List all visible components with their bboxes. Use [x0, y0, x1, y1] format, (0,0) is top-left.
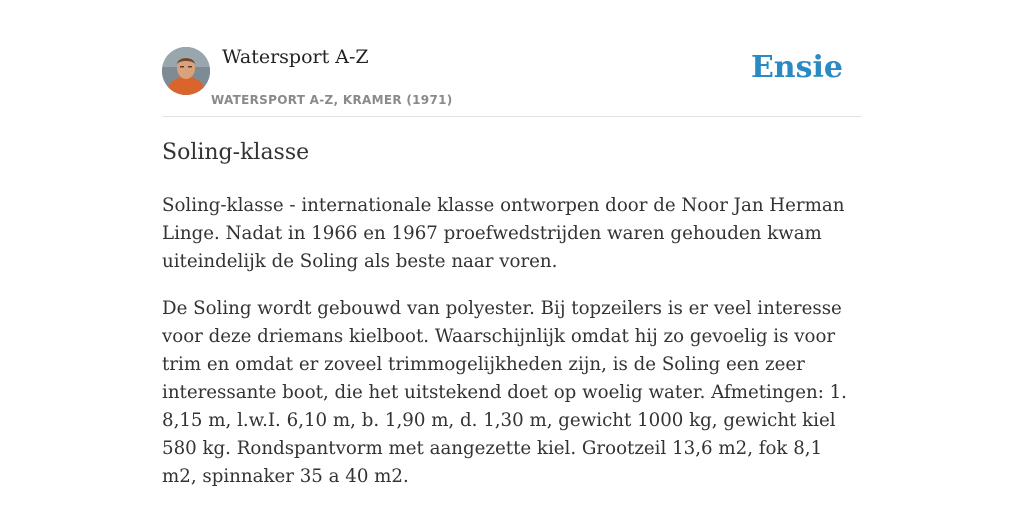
- author-avatar[interactable]: [162, 47, 210, 95]
- entry-body: [162, 192, 862, 510]
- source-subtitle[interactable]: WATERSPORT A-Z, KRAMER (1971): [211, 93, 453, 107]
- entry-title: Soling-klasse: [162, 140, 310, 165]
- source-title[interactable]: Watersport A-Z: [222, 46, 369, 68]
- entry-paragraph: De Soling wordt gebouwd van polyester. Bij topzeilers is er veel interesse voor deze driemans kielboot. Waarschijnlijk omdat hij zo gevoelig is voor trim en omdat er zoveel trimmogelijkheden zijn, is de Soling een zeer interessante boot, die het uitstekend doet op woelig water. Afmetingen: 1. 8,15 m, l.w.I. 6,10 m, b. 1,90 m, d. 1,30 m, gewicht 1000 kg, gewicht kiel 580 kg. Rondspantvorm met aangezette kiel. Grootzeil 13,6 m2, fok 8,1 m2, spinnaker 35 a 40 m2.: [162, 298, 847, 487]
- brand-logo[interactable]: Ensie: [750, 50, 843, 85]
- entry-paragraph: Soling-klasse - internationale klasse ontworpen door de Noor Jan Herman Linge. Nadat in 1966 en 1967 proefwedstrijden waren gehouden kwam uiteindelijk de Soling als beste naar voren.: [162, 195, 845, 272]
- avatar-portrait-icon: [162, 47, 210, 95]
- entry-header: [162, 0, 862, 117]
- entry-card: [162, 0, 862, 487]
